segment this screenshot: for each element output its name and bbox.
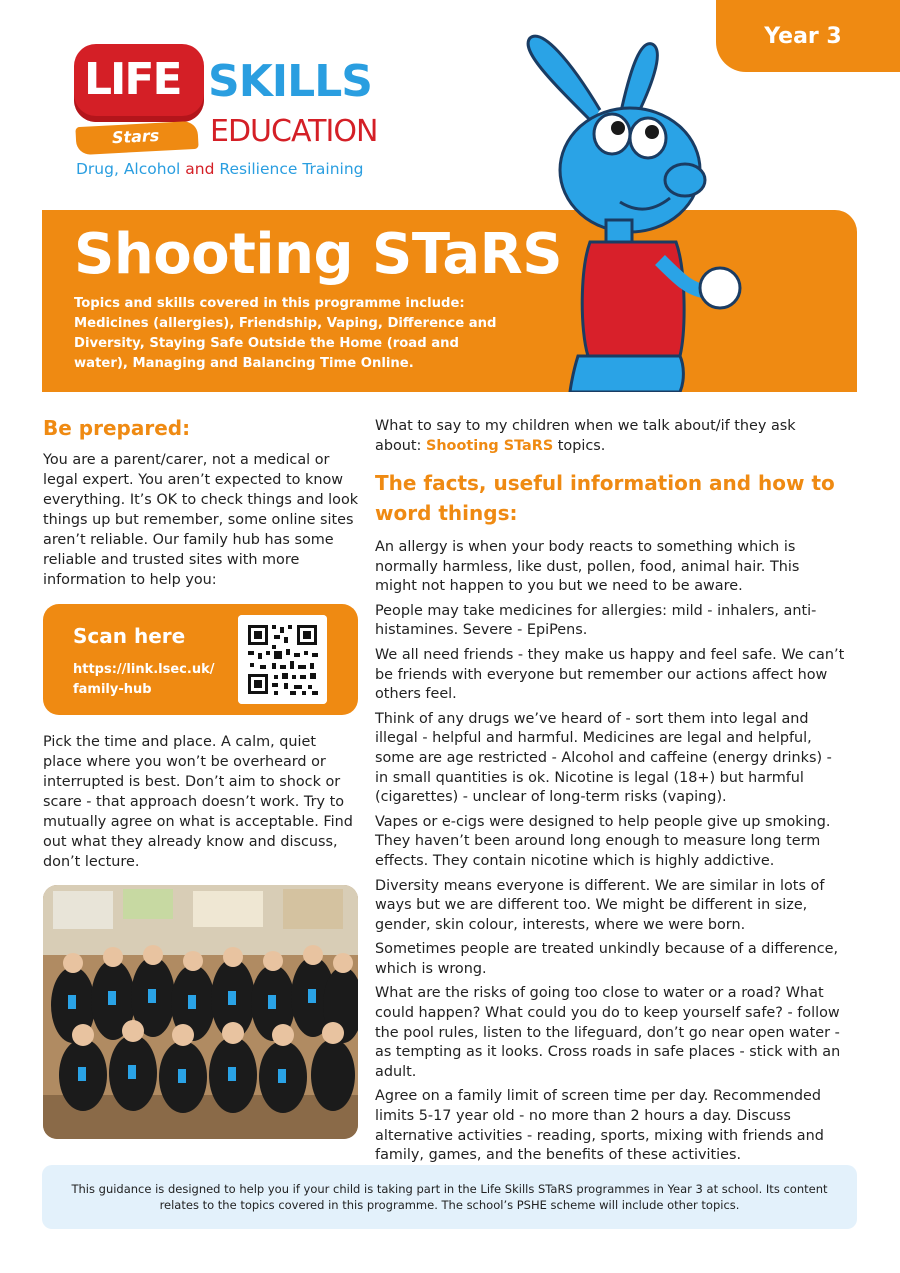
- fact-paragraph: An allergy is when your body reacts to something which is normally harmless, like dust, pollen, food, animal hair. This might not happen to you but we need to be aware.: [375, 539, 800, 595]
- be-prepared-heading: Be prepared:: [43, 416, 191, 440]
- topics-list: Medicines (allergies), Friendship, Vaping, Difference and Diversity, Staying Safe Outside the Home (road and water), Managing and Balancing Time Online.: [74, 316, 497, 371]
- qr-code-icon[interactable]: [238, 615, 327, 704]
- logo-stars-text: Stars: [111, 125, 160, 148]
- fact-paragraph: Agree on a family limit of screen time per day. Recommended limits 5-17 year old - no more than 2 hours a day. Discuss alternative activities - reading, sports, mixing with friends and family, games, and the benefits of these activities.: [375, 1088, 824, 1164]
- logo-stars-brush: [75, 121, 198, 155]
- fact-paragraph: What are the risks of going too close to water or a road? What could happen? What could you do to keep yourself safe? - follow the pool rules, listen to the lifeguard, don’t go near open water - as tempting as it looks. Cross roads in safe places - stick with an adult.: [375, 985, 841, 1080]
- tagline-part1: Drug, Alcohol: [76, 160, 186, 178]
- fact-paragraph: Sometimes people are treated unkindly because of a difference, which is wrong.: [375, 941, 839, 977]
- fact-paragraph: People may take medicines for allergies: mild - inhalers, anti-histamines. Severe - EpiPens.: [375, 602, 817, 639]
- logo-education-text: EDUCATION: [210, 114, 378, 149]
- be-prepared-section: [43, 416, 359, 590]
- blue-ant-mascot-icon: [480, 30, 770, 392]
- facts-section: [375, 416, 845, 1171]
- fact-paragraph: We all need friends - they make us happy and feel safe. We can’t be friends with everyone but remember our actions affect how others feel.: [375, 646, 845, 703]
- footer-note: [42, 1165, 857, 1229]
- life-skills-logo: [74, 44, 404, 184]
- pick-time-text: Pick the time and place. A calm, quiet place where you won’t be overheard or interrupted is best. Don’t aim to shock or scare - that approach doesn’t work. Try to mutually agree on what is acceptable. Find out what they already know and discuss, don’t lecture.: [43, 734, 353, 870]
- fact-paragraph: Think of any drugs we’ve heard of - sort them into legal and illegal - helpful and harmful. Medicines are legal and helpful, some are age restricted - Alcohol and caffeine (energy drinks) - in small quantities is ok. Nicotine is legal (18+) but harmful (cigarettes) - unclear of long-term risks (vaping).: [375, 710, 832, 806]
- scan-title: Scan here: [73, 624, 186, 648]
- tagline-and: and: [185, 160, 215, 178]
- fact-paragraph: Diversity means everyone is different. We are similar in lots of ways but we are different too. We might be different in size, gender, skin colour, interests, where we were born.: [375, 877, 825, 933]
- page-title: Shooting STaRS: [74, 222, 563, 287]
- be-prepared-text: You are a parent/carer, not a medical or legal expert. You aren’t expected to know everything. It’s OK to check things and look things up but remember, some online sites aren’t reliable. Our family hub has some reliable and trusted sites with more information to help you:: [43, 452, 359, 588]
- facts-heading: The facts, useful information and how to word things:: [375, 471, 835, 525]
- intro-highlight: Shooting STaRS: [425, 438, 554, 454]
- intro-text: What to say to my children when we talk about/if they ask about:: [375, 418, 796, 454]
- logo-life-badge: [74, 44, 204, 122]
- topics-summary: [74, 294, 514, 374]
- footer-text: This guidance is designed to help you if your child is taking part in the Life Skills STaRS programmes in Year 3 at school. Its content relates to the topics covered in this programme. The school’s PSHE scheme will include other topics.: [71, 1182, 828, 1212]
- logo-skills-text: SKILLS: [208, 56, 372, 107]
- year-label: Year 3: [764, 23, 842, 49]
- scan-here-box: [43, 604, 358, 715]
- pick-time-section: [43, 732, 359, 872]
- fact-paragraph: Vapes or e-cigs were designed to help people give up smoking. They haven’t been around long enough to measure long term effects. They contain nicotine which is highly addictive.: [375, 813, 831, 869]
- logo-life-text: LIFE: [84, 54, 181, 105]
- logo-tagline: [76, 160, 364, 178]
- facts-intro: [375, 416, 845, 456]
- tagline-part2: Resilience Training: [214, 160, 364, 178]
- family-hub-link[interactable]: https://link.lsec.uk/ family-hub: [73, 662, 215, 697]
- class-group-photo: [43, 885, 358, 1139]
- intro-end: topics.: [553, 438, 606, 454]
- topics-intro: Topics and skills covered in this programme include:: [74, 296, 465, 311]
